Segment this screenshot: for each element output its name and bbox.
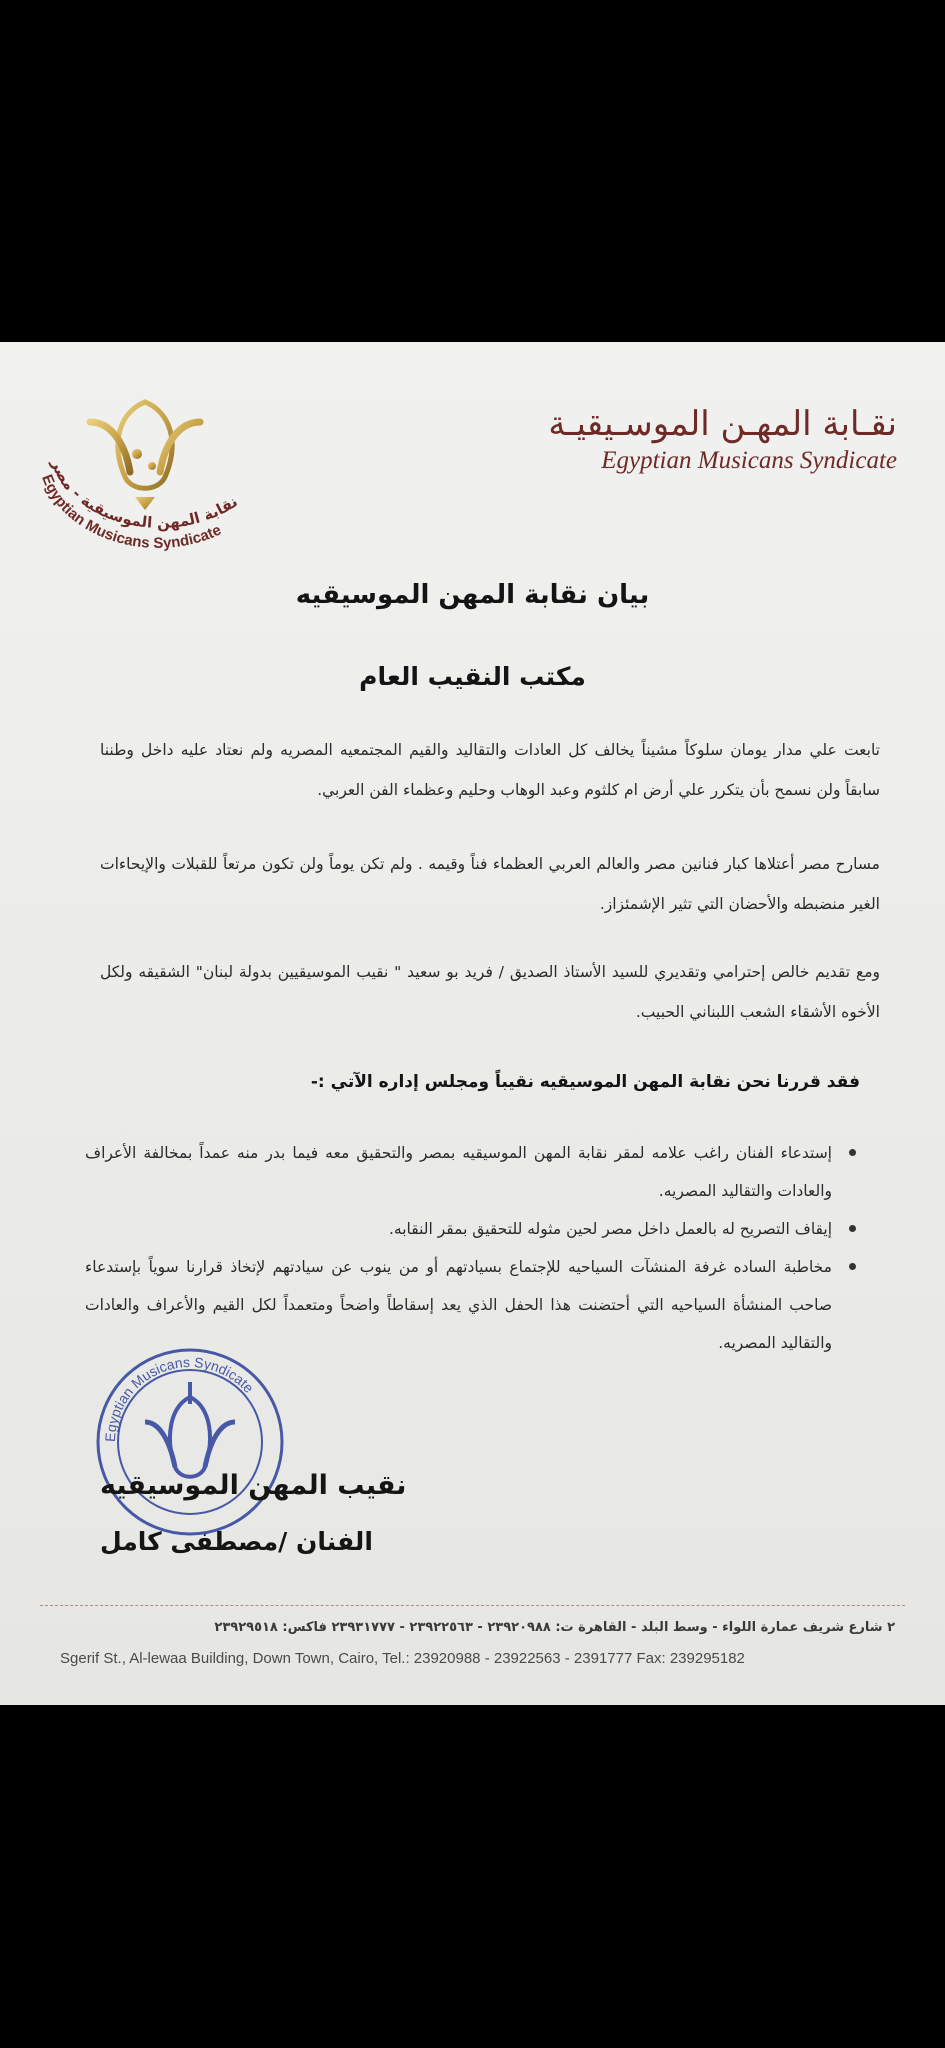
body-paragraph-2: مسارح مصر أعتلاها كبار فنانين مصر والعالم العربي العظماء فناً وقيمه . ولم تكن يوماً ولن تكون مرتعاً للقبلات والإيحاءات الغير منضبطه والأحضان التي تثير الإشمئزاز. [100, 855, 880, 913]
org-name-arabic: نقـابة المهـن الموسـيقيـة [548, 404, 897, 444]
signature-title: نقيب المهن الموسيقيه [100, 1470, 407, 1501]
decision-item: مخاطبة الساده غرفة المنشآت السياحيه للإجتماع بسيادتهم أو من ينوب عن سيادتهم لإتخاذ قرارنا سوياً بإستدعاء صاحب المنشأة السياحيه التي أحتضنت هذا الحفل الذي يعد إسقاطاً واضحاً ومتعمداً لكل القيم والأعراف والعادات والتقاليد المصريه. [85, 1248, 860, 1362]
decision-item: إستدعاء الفنان راغب علامه لمقر نقابة المهن الموسيقيه بمصر والتحقيق معه فيما بدر منه عمداً بمخالفة الأعراف والعادات والتقاليد المصريه. [85, 1134, 860, 1210]
signature-name: الفنان /مصطفى كامل [100, 1527, 373, 1556]
footer-address-arabic: ٢ شارع شريف عمارة اللواء - وسط البلد - القاهرة ت: ٢٣٩٢٠٩٨٨ - ٢٣٩٢٢٥٦٣ - ٢٣٩٣١٧٧٧ فاكس: ٢٣٩٢٩٥١٨ [214, 1620, 895, 1635]
logo-ring-text-ar: نقابة المهن الموسيقية - مصر [48, 457, 241, 532]
org-name-english: Egyptian Musicans Syndicate [601, 447, 897, 474]
official-stamp-icon [90, 1342, 290, 1542]
document-page [0, 342, 945, 1705]
logo-ring-text [32, 402, 262, 572]
footer-divider [40, 1605, 905, 1606]
body-paragraph-1: تابعت علي مدار يومان سلوكاً مشيناً يخالف كل العادات والتقاليد والقيم المجتمعيه المصريه ولم نعتاد عليه داخل وطننا سابقاً ولن نسمح بأن يتكرر علي أرض ام كلثوم وعبد الوهاب وحليم وعظماء الفن العربي. [100, 741, 880, 799]
svg-text:Egyptian Musicans Syndicate [102, 1354, 257, 1442]
body-paragraph-3: ومع تقديم خالص إحترامي وتقديري للسيد الأستاذ الصديق / فريد بو سعيد " نقيب الموسيقيين بدولة لبنان" الشقيقه ولكل الأخوه الأشقاء الشعب اللبناني الحبيب. [100, 963, 880, 1021]
decision-heading: فقد قررنا نحن نقابة المهن الموسيقيه نقيباً ومجلس إداره الآتي :- [310, 1072, 860, 1092]
decision-item: إيقاف التصريح له بالعمل داخل مصر لحين مثوله للتحقيق بمقر النقابه. [85, 1210, 860, 1248]
footer-address-english: Sgerif St., Al-lewaa Building, Down Town, Cairo, Tel.: 23920988 - 23922563 - 2391777 Fax: 239295182 [60, 1650, 745, 1667]
statement-title: بيان نقابة المهن الموسيقيه [295, 580, 650, 610]
stamp-text: Egyptian Musicans Syndicate [101, 1353, 258, 1443]
logo-ring-text-en: Egyptian Musicans Syndicate [38, 472, 224, 552]
office-title: مكتب النقيب العام [359, 662, 586, 691]
decision-list [85, 1134, 860, 1362]
